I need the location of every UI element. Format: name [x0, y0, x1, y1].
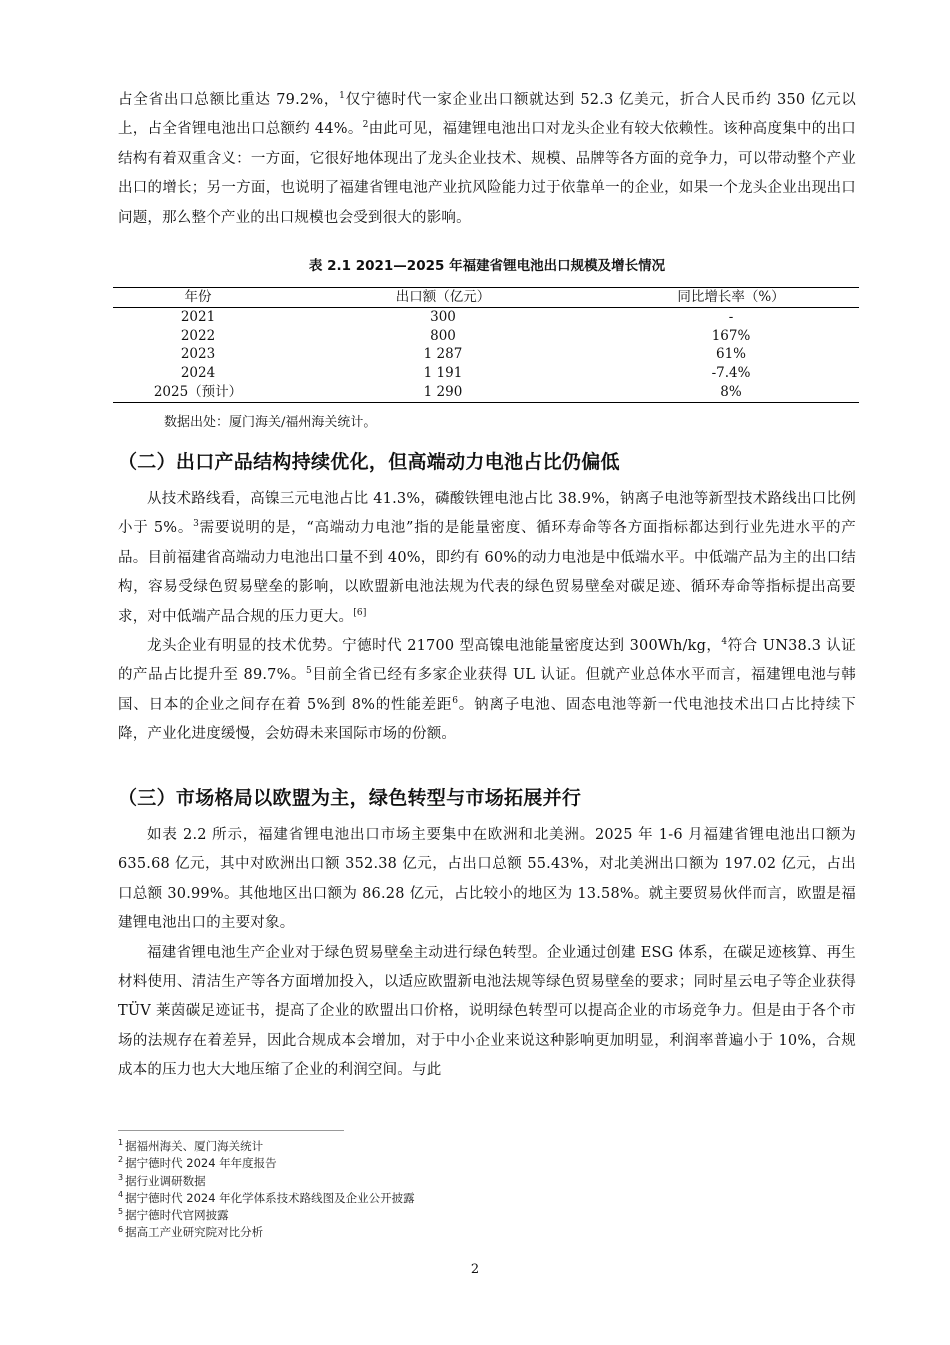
footnote-item [118, 1155, 415, 1172]
section-2-paragraph-2 [118, 632, 856, 750]
section-2-paragraph-1 [118, 485, 856, 632]
footnote-number: 1 [118, 1138, 124, 1148]
footnote-text: 据行业调研数据 [125, 1173, 206, 1188]
cell-year: 2022 [180, 327, 216, 344]
section-3-paragraph-1: 如表 2.2 所示，福建省锂电池出口市场主要集中在欧洲和北美洲。2025 年 1-6 月福建省锂电池出口额为 635.68 亿元，其中对欧洲出口额 352.38 亿元，占出口总额 55.43%，对北美洲出口额为 197.02 亿元，占出口总额 30.99%。其他地区出口额为 86.28 亿元，占比较小的地区为 13.58%。就主要贸易伙伴而言，欧盟是福建锂电池出口的主要对象。 [118, 827, 856, 932]
footnote-divider [118, 1130, 344, 1131]
footnote-ref-1[interactable]: 1 [339, 91, 346, 102]
footnote-number: 5 [118, 1207, 124, 1217]
header-growth-rate: 同比增长率（%） [603, 288, 859, 308]
footnote-item [118, 1207, 415, 1224]
text-run: 龙头企业有明显的技术优势。宁德时代 21700 型高镍电池能量密度达到 300Wh/kg， [147, 638, 722, 655]
header-export-value: 出口额（亿元） [283, 288, 603, 308]
footnote-ref-2[interactable]: 2 [362, 120, 369, 131]
footnote-number: 4 [118, 1190, 124, 1200]
footnote-text: 据高工产业研究院对比分析 [125, 1225, 264, 1240]
text-run: 。钠离子电池、固态电池等新一代电池技术出口占比持续下降，产业化进度缓慢，会妨碍未来国际市场的份额。 [118, 696, 857, 743]
footnote-text: 据宁德时代官网披露 [125, 1208, 229, 1223]
table-source-note: 数据出处：厦门海关/福州海关统计。 [164, 415, 377, 430]
cell-export-value: 1 290 [283, 383, 603, 402]
footnote-item [118, 1190, 415, 1207]
footnotes [118, 1138, 415, 1242]
footnote-text: 据福州海关、厦门海关统计 [125, 1139, 264, 1153]
intro-paragraph [118, 86, 856, 233]
table-header-row [113, 288, 859, 308]
intro-sentence-3: 由此可见，福建锂电池出口对龙头企业有较大依赖性。该种高度集中的出口结构有着双重含义：一方面，它很好地体现出了龙头企业技术、规模、品牌等各方面的竞争力，可以带动整个产业出口的增长；另一方面，也说明了福建省锂电池产业抗风险能力过于依靠单一的企业，如果一个龙头企业出现出口问题，那么整个产业的出口规模也会受到很大的影响。 [118, 121, 856, 226]
section-3-body [118, 821, 856, 1086]
text-run: 需要说明的是，“高端动力电池”指的是能量密度、循环寿命等各方面指标都达到行业先进水平的产品。目前福建省高端动力电池出口量不到 40%，即约有 60%的动力电池是中低端水平。中低端产品为主的出口结构，容易受绿色贸易壁垒的影响，以欧盟新电池法规为代表的绿色贸易壁垒对碳足迹、循环寿命等指标提出高要求，对中低端产品合规的压力更大。 [118, 520, 857, 625]
cell-export-value: 300 [430, 308, 456, 325]
cell-year: 2023 [180, 346, 216, 363]
cell-export-value: 1 287 [423, 346, 463, 363]
section-2-heading: （二）出口产品结构持续优化，但高端动力电池占比仍偏低 [118, 451, 620, 473]
footnote-item [118, 1138, 415, 1155]
export-table [113, 287, 859, 403]
cell-growth-rate: 167% [711, 327, 751, 344]
cell-year: 2021 [180, 308, 216, 325]
text-run: 从技术路线看，高镍三元电池占比 41.3%，磷酸铁锂电池占比 38.9%，钠离子电池等新型技术路线出口比例小于 5%。 [118, 491, 856, 537]
footnote-ref-3[interactable]: 3 [193, 519, 200, 530]
section-3-heading: （三）市场格局以欧盟为主，绿色转型与市场拓展并行 [118, 787, 582, 809]
section-2-body [118, 485, 856, 750]
cell-year: 2025（预计） [113, 383, 283, 402]
text-run: 目前全省已经有多家企业获得 UL 认证。但就产业总体水平而言，福建锂电池与韩国、日本的企业之间存在着 5%到 8%的性能差距 [118, 667, 856, 713]
footnote-item [118, 1224, 415, 1241]
intro-sentence-2: 仅宁德时代一家企业出口额就达到 52.3 亿美元，折合人民币约 350 亿元以上，占全省锂电池出口总额约 44%。 [118, 92, 856, 138]
page-number: 2 [470, 1262, 480, 1277]
footnote-item [118, 1173, 415, 1190]
cell-growth-rate: - [728, 308, 734, 325]
table-caption: 表 2.1 2021—2025 年福建省锂电池出口规模及增长情况 [308, 258, 666, 274]
table-row [113, 307, 859, 326]
cell-growth-rate: 8% [603, 383, 859, 402]
footnote-number: 2 [118, 1155, 124, 1165]
footnote-text: 据宁德时代 2024 年年度报告 [125, 1156, 277, 1171]
cell-growth-rate: 61% [715, 346, 746, 363]
footnote-number: 6 [118, 1224, 124, 1234]
footnote-ref-6[interactable]: 6 [452, 696, 459, 707]
table-row [113, 345, 859, 364]
cell-year: 2024 [180, 365, 216, 382]
text-run: 符合 UN38.3 认证的产品占比提升至 89.7%。 [118, 638, 857, 684]
footnote-ref-5[interactable]: 5 [305, 666, 312, 677]
intro-paragraph-block [118, 86, 856, 233]
header-year: 年份 [113, 288, 283, 308]
table-row [113, 383, 859, 402]
section-3-paragraph-2: 福建省锂电池生产企业对于绿色贸易壁垒主动进行绿色转型。企业通过创建 ESG 体系，在碳足迹核算、再生材料使用、清洁生产等各方面增加投入，以适应欧盟新电池法规等绿色贸易壁垒的要求；同时星云电子等企业获得 TÜV 莱茵碳足迹证书，提高了企业的欧盟出口价格，说明绿色转型可以提高企业的市场竞争力。但是由于各个市场的法规存在着差异，因此合规成本会增加，对于中小企业来说这种影响更加明显，利润率普遍小于 10%，合规成本的压力也大大地压缩了企业的利润空间。与此 [118, 944, 856, 1079]
cell-export-value: 1 191 [423, 365, 463, 382]
cell-export-value: 800 [430, 327, 456, 344]
citation-ref-6[interactable]: [6] [353, 607, 367, 618]
footnote-number: 3 [118, 1172, 124, 1182]
table-row [113, 364, 859, 383]
cell-growth-rate: -7.4% [711, 365, 751, 382]
intro-sentence-1: 占全省出口总额比重达 79.2%， [118, 92, 340, 108]
table-row [113, 327, 859, 346]
footnote-ref-4[interactable]: 4 [721, 637, 728, 648]
footnote-text: 据宁德时代 2024 年化学体系技术路线图及企业公开披露 [125, 1190, 415, 1205]
